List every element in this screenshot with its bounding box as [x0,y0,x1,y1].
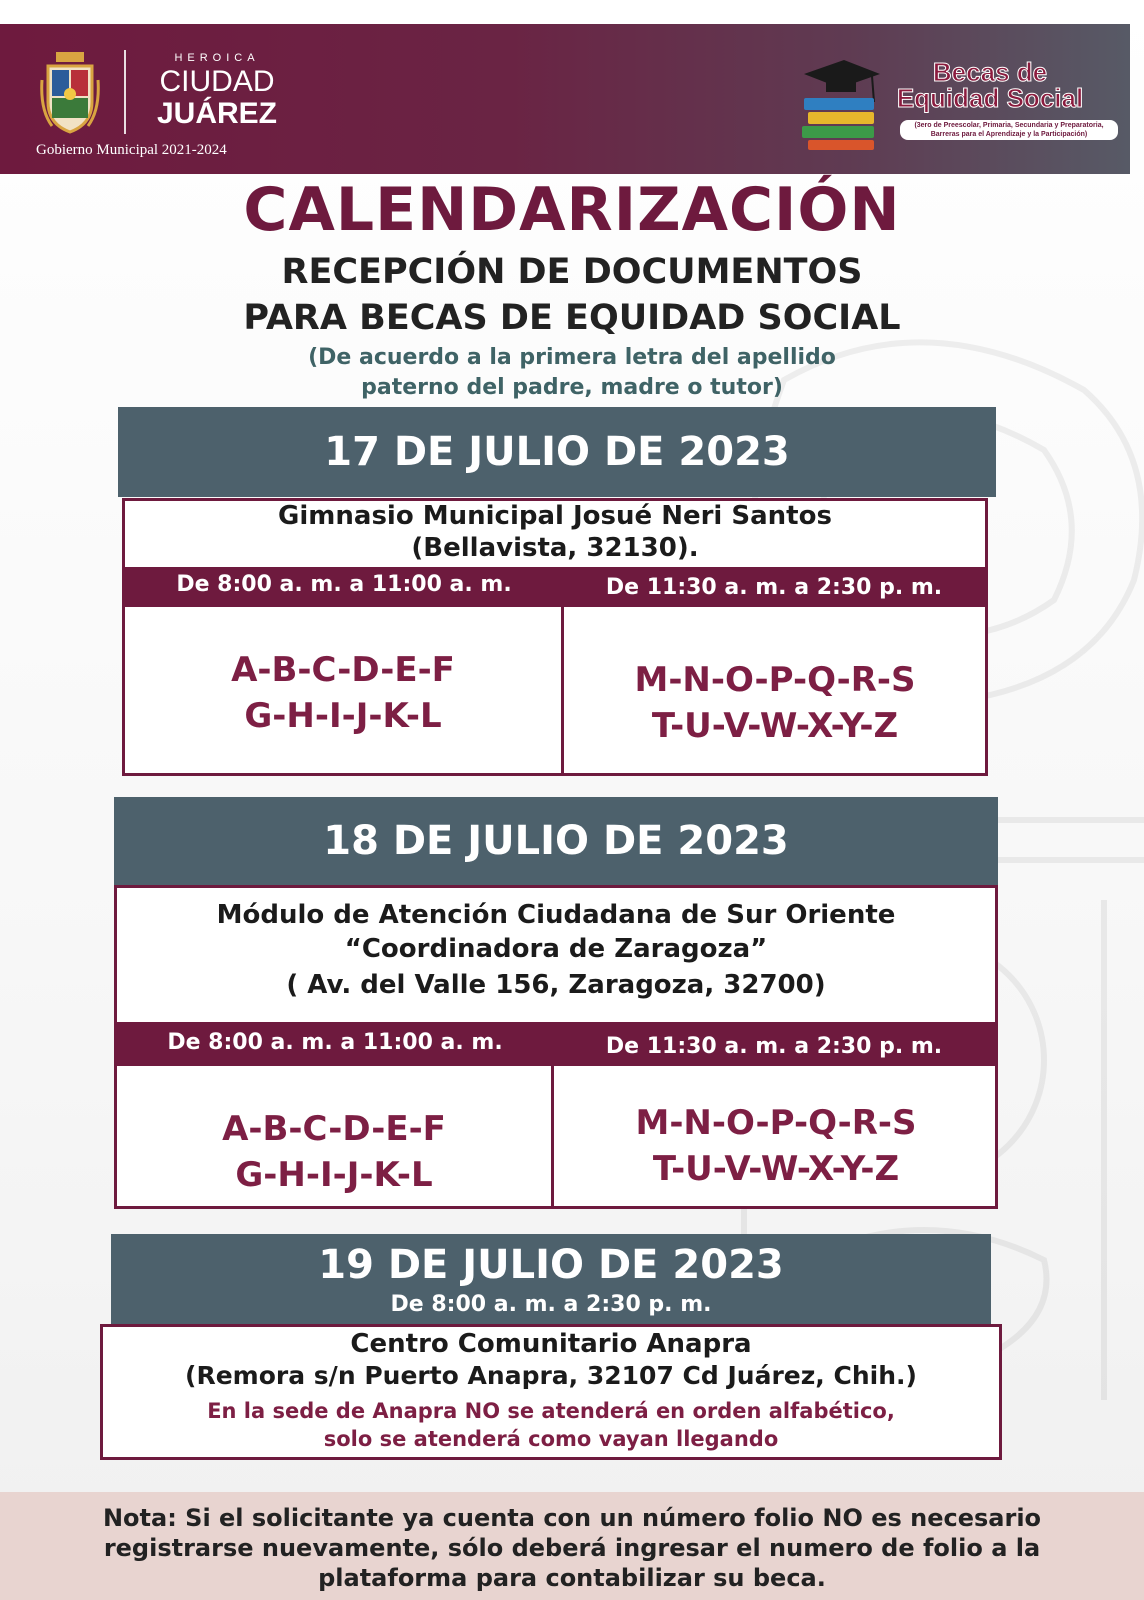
city-crest-icon [40,50,100,136]
footer-line-3: plataforma para contabilizar su beca. [318,1564,826,1592]
column-divider-day1 [561,607,564,773]
letters-right-1-day2: M-N-O-P-Q-R-S [635,1103,917,1143]
footer-line-2: registrarse nuevamente, sólo deberá ingresar el numero de folio a la [103,1534,1041,1562]
venue-address-day1: (Bellavista, 32130). [411,533,699,563]
time-slot-right-day1: De 11:30 a. m. a 2:30 p. m. [605,575,943,600]
attention-note-2-day3: solo se atenderá como vayan llegando [323,1427,779,1451]
footer-line-1: Nota: Si el solicitante ya cuenta con un número folio NO es necesario [102,1504,1042,1532]
time-slot-right-day2: De 11:30 a. m. a 2:30 p. m. [605,1034,943,1059]
schedule-box-day2 [114,885,998,1209]
time-row-day1 [125,567,985,607]
subtitle-line-2: PARA BECAS DE EQUIDAD SOCIAL [243,298,901,338]
page-title: CALENDARIZACIÓN [243,175,901,245]
date-heading-day2: 18 DE JULIO DE 2023 [114,797,998,885]
letters-right-1-day1: M-N-O-P-Q-R-S [634,660,916,700]
attention-note-1-day3: En la sede de Anapra NO se atenderá en orden alfabético, [207,1399,895,1423]
date-title-day3: 19 DE JULIO DE 2023 [318,1242,784,1288]
becas-logo-title-2: Equidad Social [896,83,1084,113]
time-slot-left-day1: De 8:00 a. m. a 11:00 a. m. [176,572,512,597]
letters-left-2-day1: G-H-I-J-K-L [244,696,442,736]
header-banner [0,24,1130,174]
column-divider-day2 [551,1066,554,1208]
venue-name-day3: Centro Comunitario Anapra [350,1329,752,1359]
date-heading-day3 [111,1234,991,1326]
footer-note [0,1492,1144,1600]
heroica-label: HEROICA [174,52,260,64]
time-row-day2 [117,1022,995,1066]
letters-right-2-day2: T-U-V-W-X-Y-Z [652,1149,900,1189]
date-heading-day1: 17 DE JULIO DE 2023 [118,407,996,497]
becas-logo-subtitle: (3ero de Preescolar, Primaria, Secundaria y Preparatoria, Barreras para el Aprendizaje y la Participación) [900,120,1118,140]
header-divider [124,50,126,134]
graduation-books-icon [800,52,880,152]
subtitle-line-1: RECEPCIÓN DE DOCUMENTOS [281,252,863,292]
schedule-box-day1 [122,498,988,776]
gobierno-label: Gobierno Municipal 2021-2024 [36,142,227,158]
letters-right-2-day1: T-U-V-W-X-Y-Z [651,706,899,746]
venue-address-day3: (Remora s/n Puerto Anapra, 32107 Cd Juárez, Chih.) [185,1361,917,1390]
letters-left-1-day2: A-B-C-D-E-F [222,1109,446,1149]
letters-left-1-day1: A-B-C-D-E-F [231,650,455,690]
becas-logo-title-1: Becas de [932,57,1048,87]
venue-subname-day2: “Coordinadora de Zaragoza” [344,934,768,964]
time-slot-day3: De 8:00 a. m. a 2:30 p. m. [390,1292,712,1317]
venue-name-day2: Módulo de Atención Ciudadana de Sur Oriente [216,900,896,930]
venue-address-day2: ( Av. del Valle 156, Zaragoza, 32700) [286,970,826,1000]
ciudad-label: CIUDAD [159,65,275,98]
time-slot-left-day2: De 8:00 a. m. a 11:00 a. m. [167,1030,503,1055]
venue-name-day1: Gimnasio Municipal Josué Neri Santos [278,501,832,531]
instruction-line-2: paterno del padre, madre o tutor) [361,375,783,400]
letters-left-2-day2: G-H-I-J-K-L [235,1155,433,1195]
juarez-label: JUÁREZ [156,97,277,130]
instruction-line-1: (De acuerdo a la primera letra del apellido [308,345,836,370]
schedule-box-day3 [100,1324,1002,1460]
